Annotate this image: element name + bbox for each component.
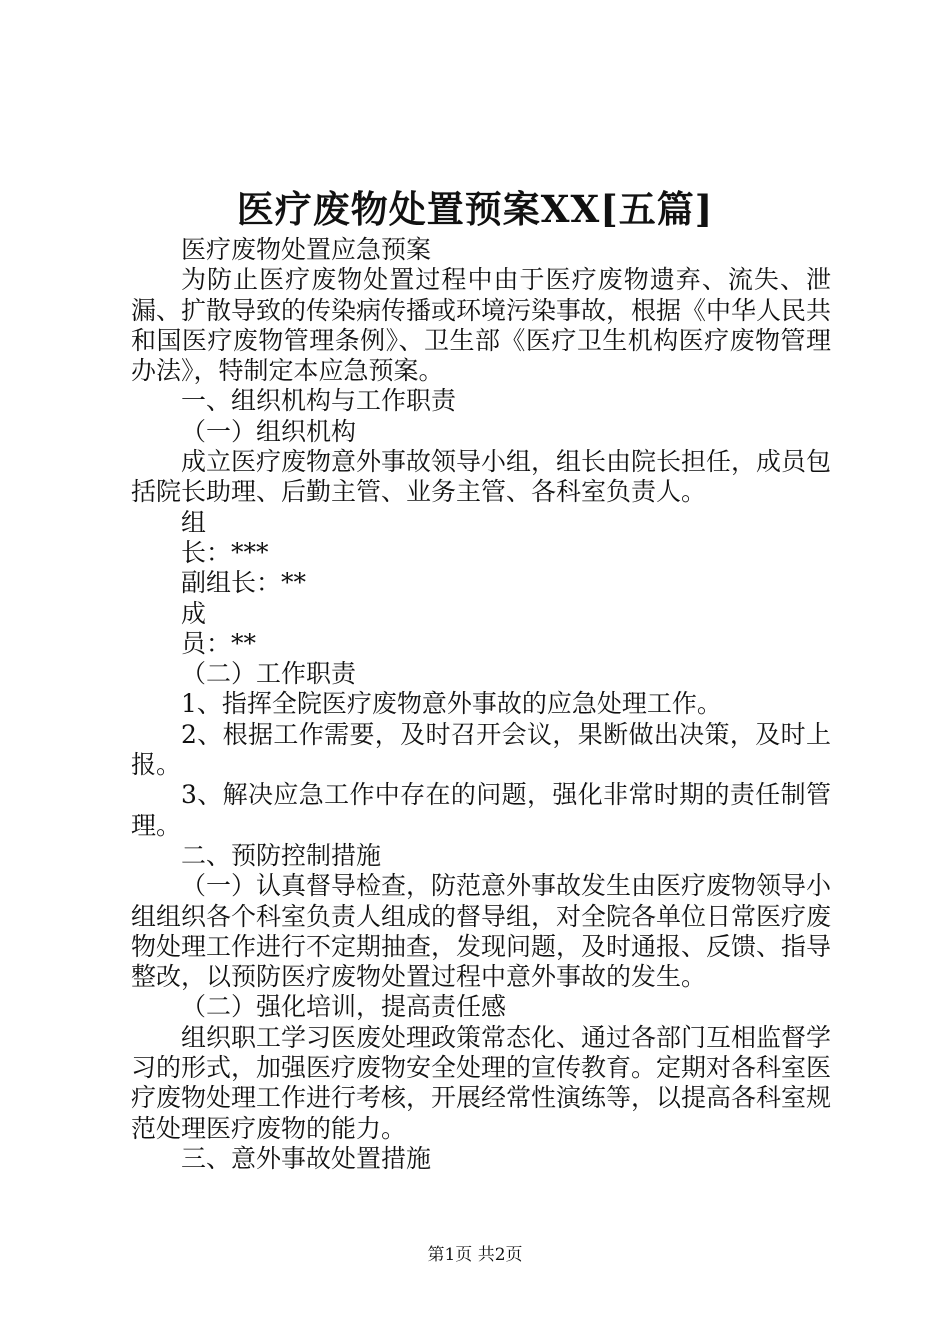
paragraph-training: 组织职工学习医废处理政策常态化、通过各部门互相监督学习的形式，加强医疗废物安全处理的宣传教育。定期对各科室医疗废物处理工作进行考核，开展经常性演练等，以提高各科室规范处理医疗废物的能力。 bbox=[131, 1022, 832, 1143]
role-label-member-part2: 员：** bbox=[181, 628, 257, 658]
paragraph-inspection: （一）认真督导检查，防范意外事故发生由医疗废物领导小组组织各个科室负责人组成的督导组，对全院各单位日常医疗废物处理工作进行不定期抽查，发现问题，及时通报、反馈、指导整改，以预防医疗废物处置过程中意外事故的发生。 bbox=[131, 871, 832, 992]
duty-item-2: 2、根据工作需要，及时召开会议，果断做出决策，及时上报。 bbox=[131, 719, 831, 780]
page-footer: 第1页 共2页 bbox=[427, 1245, 523, 1265]
section-heading-3: 三、意外事故处置措施 bbox=[181, 1143, 432, 1173]
subsection-heading-2-2: （二）强化培训，提高责任感 bbox=[181, 992, 507, 1022]
document-body bbox=[131, 235, 831, 1174]
paragraph-subtitle: 医疗废物处置应急预案 bbox=[181, 235, 432, 264]
role-label-leader-part1: 组 bbox=[181, 507, 207, 537]
paragraph-organization: 成立医疗废物意外事故领导小组，组长由院长担任，成员包括院长助理、后勤主管、业务主管、各科室负责人。 bbox=[131, 447, 832, 507]
subsection-heading-1-1: （一）组织机构 bbox=[181, 416, 357, 446]
section-heading-2: 二、预防控制措施 bbox=[181, 840, 382, 870]
subsection-heading-1-2: （二）工作职责 bbox=[181, 659, 357, 689]
role-label-member-part1: 成 bbox=[181, 598, 207, 628]
paragraph-purpose: 为防止医疗废物处置过程中由于医疗废物遗弃、流失、泄漏、扩散导致的传染病传播或环境污染事故，根据《中华人民共和国医疗废物管理条例》、卫生部《医疗卫生机构医疗废物管理办法》，特制定本应急预案。 bbox=[131, 265, 832, 386]
duty-item-3: 3、解决应急工作中存在的问题，强化非常时期的责任制管理。 bbox=[131, 780, 831, 840]
duty-item-1: 1、指挥全院医疗废物意外事故的应急处理工作。 bbox=[181, 689, 722, 719]
document-title: 医疗废物处置预案XX[五篇] bbox=[236, 187, 714, 231]
role-label-leader-part2: 长：*** bbox=[181, 537, 269, 567]
role-label-deputy: 副组长：** bbox=[181, 568, 307, 598]
section-heading-1: 一、组织机构与工作职责 bbox=[181, 386, 457, 416]
